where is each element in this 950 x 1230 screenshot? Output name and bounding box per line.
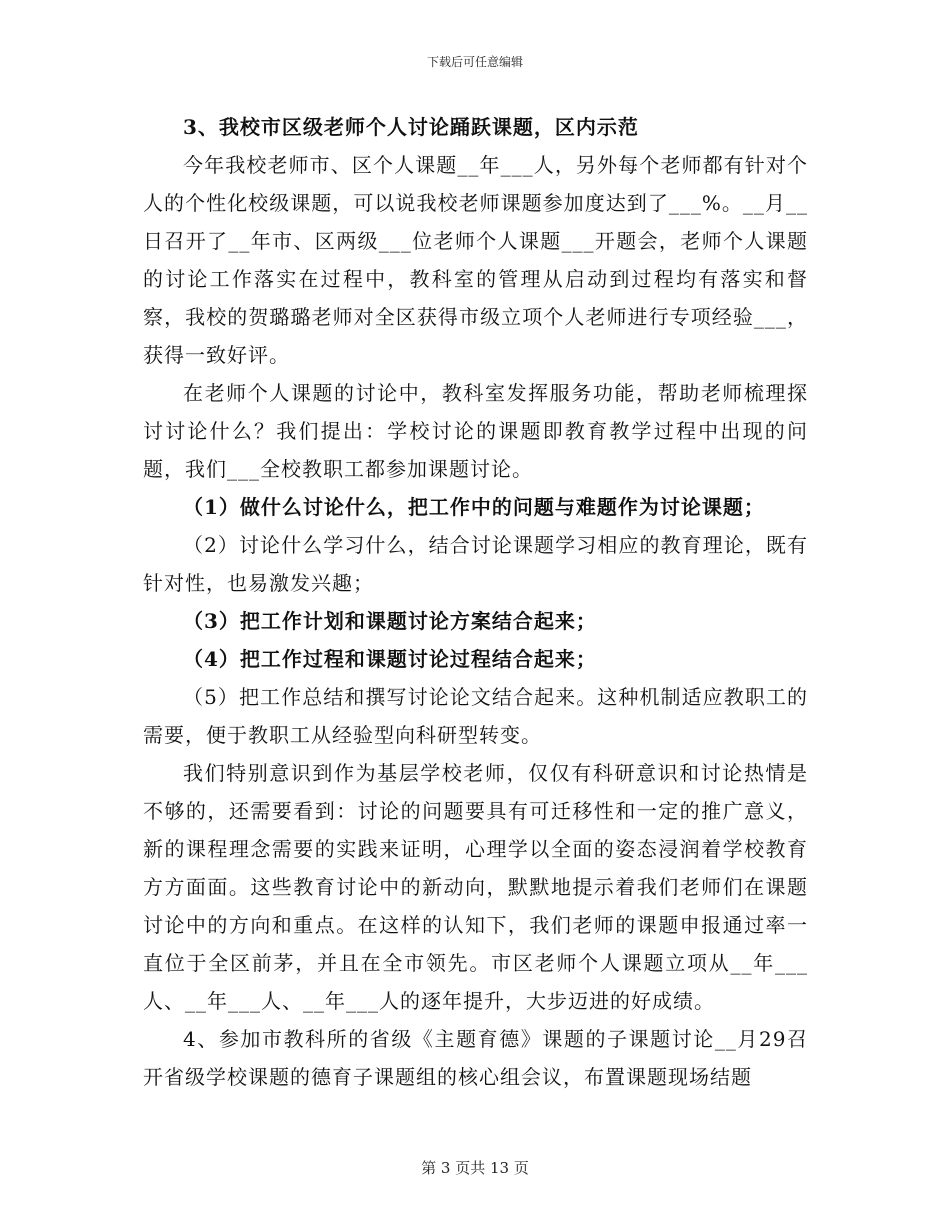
page-number: 第 3 页共 13 页	[421, 1159, 529, 1177]
page-header: 下载后可任意编辑	[426, 55, 523, 69]
paragraph-awareness: 我们特别意识到作为基层学校老师，仅仅有科研意识和讨论热情是不够的，还需要看到：讨论的问题要具有可迁移性和一定的推广意义，新的课程理念需要的实践来证明，心理学以全面的姿态浸润着学校教育方方面面。这些教育讨论中的新动向，默默地提示着我们老师们在课题讨论中的方向和重点。在这样的认知下，我们老师的课题申报通过率一直位于全区前茅，并且在全市领先。市区老师个人课题立项从__年___人、__年___人、__年___人的逐年提升，大步迈进的好成绩。	[143, 761, 808, 1013]
list-item-4: （4）把工作过程和课题讨论过程结合起来；	[183, 647, 597, 671]
list-item-3: （3）把工作计划和课题讨论方案结合起来；	[183, 609, 597, 633]
list-item-1: （1）做什么讨论什么，把工作中的问题与难题作为讨论课题；	[183, 495, 765, 519]
document-body	[143, 108, 808, 1096]
list-item-2: （2）讨论什么学习什么，结合讨论课题学习相应的教育理论，既有针对性，也易激发兴趣；	[143, 533, 808, 595]
list-item-5: （5）把工作总结和撰写讨论论文结合起来。这种机制适应教职工的需要，便于教职工从经验型向科研型转变。	[143, 685, 808, 747]
paragraph-individual-topics: 今年我校老师市、区个人课题__年___人，另外每个老师都有针对个人的个性化校级课题，可以说我校老师课题参加度达到了___%。__月__日召开了__年市、区两级___位老师个人课题___开题会，老师个人课题的讨论工作落实在过程中，教科室的管理从启动到过程均有落实和督察，我校的贺璐璐老师对全区获得市级立项个人老师进行专项经验___，获得一致好评。	[143, 153, 808, 367]
paragraph-research-service: 在老师个人课题的讨论中，教科室发挥服务功能，帮助老师梳理探讨讨论什么？我们提出：学校讨论的课题即教育教学过程中出现的问题，我们___全校教职工都参加课题讨论。	[143, 381, 808, 481]
paragraph-section-4: 4、参加市教科所的省级《主题育德》课题的子课题讨论__月29召开省级学校课题的德育子课题组的核心组会议，布置课题现场结题	[143, 1027, 808, 1089]
section-heading-3: 3、我校市区级老师个人讨论踊跃课题，区内示范	[183, 115, 639, 139]
